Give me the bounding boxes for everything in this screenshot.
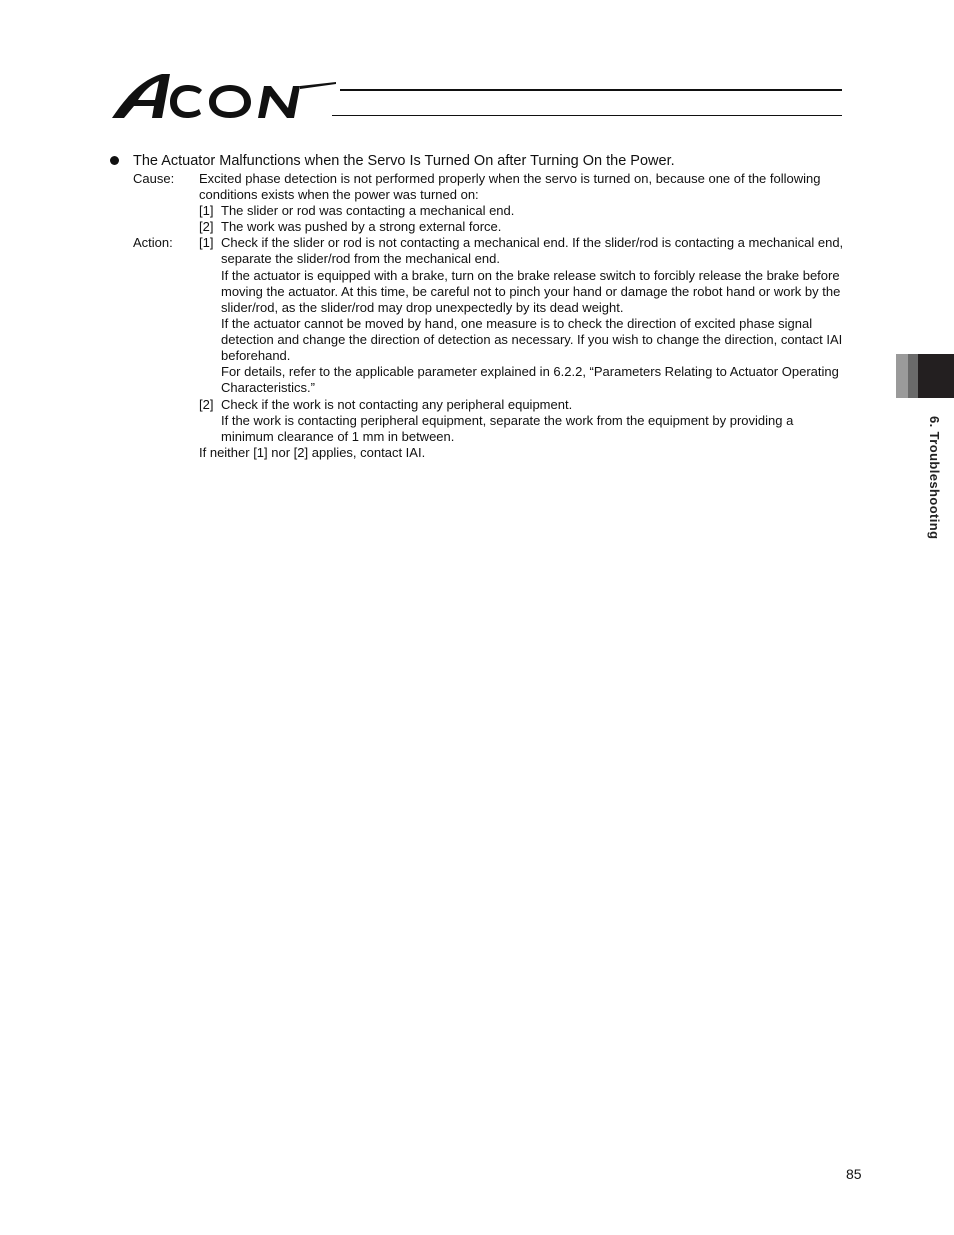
section-heading-text: The Actuator Malfunctions when the Servo Is Turned On after Turning On the Power. (133, 153, 675, 169)
action-paragraph: If the work is contacting peripheral equipment, separate the work from the equipment by providing a minimum clearance of 1 mm in between. (221, 413, 794, 445)
action-paragraph: If the actuator is equipped with a brake, turn on the brake release switch to forcibly release the brake before moving the actuator. At this time, be careful not to pinch your hand or damage the robot hand or work by the slider/rod, as the slider/rod may drop unexpectedly by its dead weight. (221, 268, 841, 316)
page-number: 85 (846, 1166, 862, 1182)
action-item-number: [1] (199, 235, 214, 250)
bullet-icon (110, 156, 119, 165)
acon-logo (110, 70, 338, 122)
action-paragraph: Check if the work is not contacting any peripheral equipment. (221, 397, 573, 412)
chapter-tab-label: 6. Troubleshooting (927, 416, 942, 540)
cause-item-number: [1] (199, 203, 214, 218)
action-item-number: [2] (199, 397, 214, 412)
action-label: Action: (133, 235, 173, 250)
header-rule-thin (332, 115, 842, 116)
cause-label: Cause: (133, 171, 175, 186)
action-paragraph: For details, refer to the applicable parameter explained in 6.2.2, “Parameters Relating to Actuator Operating Characteristics.” (221, 364, 839, 396)
cause-text: Excited phase detection is not performed properly when the servo is turned on, because one of the following conditions exists when the power was turned on: (199, 171, 821, 203)
chapter-tab-light (896, 354, 908, 398)
closing-note: If neither [1] nor [2] applies, contact IAI. (199, 445, 426, 460)
cause-item-text: The work was pushed by a strong external force. (221, 219, 502, 234)
chapter-tab-mid (908, 354, 918, 398)
action-paragraph: Check if the slider or rod is not contacting a mechanical end. If the slider/rod is contacting a mechanical end, separate the slider/rod from the mechanical end. (221, 235, 844, 267)
cause-item-text: The slider or rod was contacting a mechanical end. (221, 203, 515, 218)
header-rule-thick (340, 89, 842, 91)
action-paragraph: If the actuator cannot be moved by hand, one measure is to check the direction of excited phase signal detection and change the direction of detection as necessary. If you wish to change the direction, contact IAI beforehand. (221, 316, 843, 364)
cause-item-number: [2] (199, 219, 214, 234)
chapter-tab-dark (918, 354, 954, 398)
